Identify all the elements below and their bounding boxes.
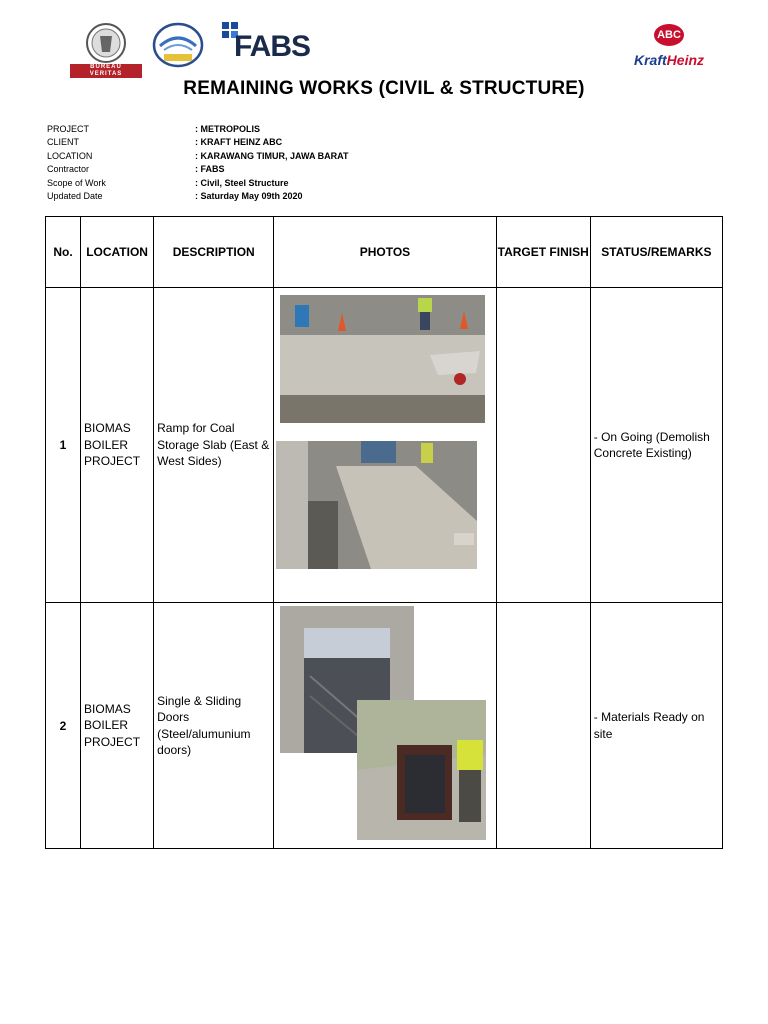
meta-label: PROJECT bbox=[47, 124, 90, 134]
meta-label: Contractor bbox=[47, 164, 90, 175]
fabs-wordmark: FABS bbox=[234, 30, 311, 63]
meta-row-location bbox=[47, 151, 349, 164]
row-description: Ramp for Coal Storage Slab (East & West Sides) bbox=[157, 421, 270, 469]
meta-row-client bbox=[47, 137, 349, 150]
header-photos: PHOTOS bbox=[274, 217, 496, 288]
page-title: REMAINING WORKS (CIVIL & STRUCTURE) bbox=[183, 78, 585, 99]
row-location: BIOMAS BOILER PROJECT bbox=[84, 701, 141, 749]
remaining-works-table bbox=[45, 216, 723, 849]
project-info bbox=[47, 124, 349, 204]
row-description: Single & Sliding Doors (Steel/alumunium doors) bbox=[157, 693, 251, 757]
bureau-veritas-wordmark: BUREAU VERITAS bbox=[70, 64, 142, 78]
organization-logo bbox=[152, 22, 204, 68]
bureau-veritas-logo bbox=[70, 22, 142, 78]
meta-value: : FABS bbox=[195, 164, 225, 175]
meta-value: : KARAWANG TIMUR, JAWA BARAT bbox=[195, 150, 349, 161]
site-photo-ramp-top bbox=[280, 295, 485, 423]
row-target-finish bbox=[496, 288, 590, 603]
header-status-remarks: STATUS/REMARKS bbox=[590, 217, 722, 288]
meta-row-updated-date bbox=[47, 191, 349, 204]
table-row bbox=[46, 288, 723, 603]
meta-row-project bbox=[47, 124, 349, 137]
header-no: No. bbox=[46, 217, 81, 288]
header-target-finish: TARGET FINISH bbox=[496, 217, 590, 288]
row-location-cell bbox=[81, 603, 154, 849]
fabs-logo bbox=[222, 22, 311, 66]
row-location: BIOMAS BOILER PROJECT bbox=[84, 421, 141, 469]
meta-value: : Civil, Steel Structure bbox=[195, 177, 289, 188]
meta-label: Scope of Work bbox=[47, 177, 106, 188]
kraft-heinz-wordmark: KraftHeinz bbox=[634, 52, 705, 68]
abc-badge: ABC bbox=[654, 24, 684, 46]
row-status: - On Going (Demolish Concrete Existing) bbox=[593, 429, 710, 460]
meta-label: LOCATION bbox=[47, 150, 93, 161]
row-photos bbox=[274, 603, 496, 849]
meta-value: : Saturday May 09th 2020 bbox=[195, 190, 303, 201]
header-location: LOCATION bbox=[81, 217, 154, 288]
row-target-finish bbox=[496, 603, 590, 849]
row-description-cell bbox=[154, 603, 274, 849]
row-photos bbox=[274, 288, 496, 603]
meta-row-contractor bbox=[47, 164, 349, 177]
row-status-cell bbox=[590, 603, 722, 849]
meta-label: Updated Date bbox=[47, 190, 103, 201]
row-status: - Materials Ready on site bbox=[593, 710, 705, 741]
row-location-cell bbox=[81, 288, 154, 603]
header-description: DESCRIPTION bbox=[154, 217, 274, 288]
row-number: 1 bbox=[46, 288, 81, 603]
meta-value: : METROPOLIS bbox=[195, 124, 260, 134]
site-photo-ramp-bottom bbox=[276, 441, 477, 569]
row-description-cell bbox=[154, 288, 274, 603]
site-photo-door-frame bbox=[357, 700, 486, 840]
meta-row-scope bbox=[47, 178, 349, 191]
table-row bbox=[46, 603, 723, 849]
kraft-heinz-abc-logo bbox=[632, 22, 714, 74]
meta-label: CLIENT bbox=[47, 137, 80, 148]
row-status-cell bbox=[590, 288, 722, 603]
row-number: 2 bbox=[46, 603, 81, 849]
meta-value: : KRAFT HEINZ ABC bbox=[195, 137, 283, 148]
table-header-row bbox=[46, 217, 723, 288]
